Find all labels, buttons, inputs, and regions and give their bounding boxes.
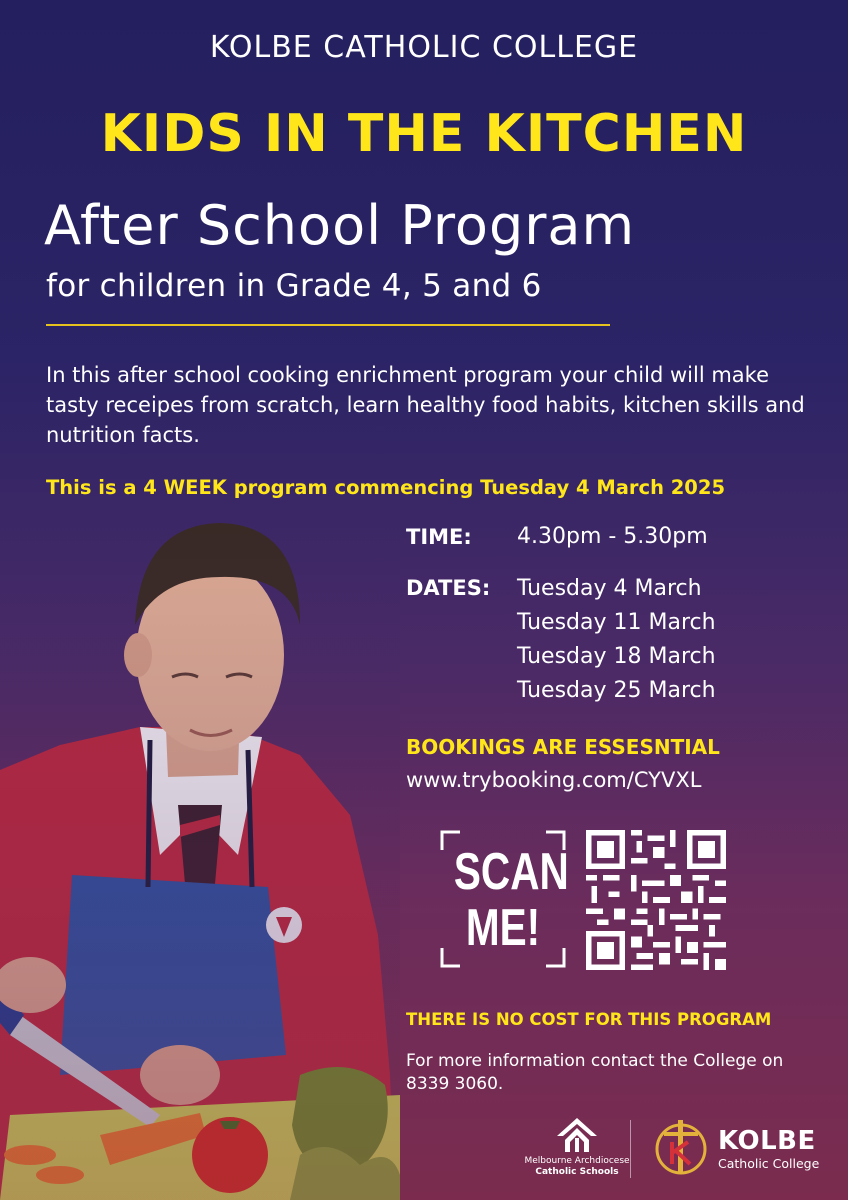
bookings-heading: BOOKINGS ARE ESSESNTIAL [406, 735, 720, 759]
booking-url-link[interactable]: www.trybooking.com/CYVXL [406, 768, 702, 792]
divider-line [46, 324, 610, 326]
kolbe-logo-subtitle: Catholic College [718, 1156, 820, 1171]
archdiocese-line2: Catholic Schools [535, 1167, 619, 1177]
program-subtitle: After School Program [44, 194, 636, 257]
melbourne-archdiocese-logo [524, 1118, 630, 1178]
intro-paragraph: In this after school cooking enrichment program your child will make tasty receipes from scratch, learn healthy food habits, kitchen skills and nutrition facts. [46, 363, 805, 447]
no-cost-notice: THERE IS NO COST FOR THIS PROGRAM [406, 1010, 772, 1029]
college-name: KOLBE CATHOLIC COLLEGE [209, 30, 639, 65]
scan-me-box [440, 830, 569, 968]
audience-text: for children in Grade 4, 5 and 6 [46, 268, 542, 304]
student-cooking-photo [0, 515, 400, 1200]
commencing-text: This is a 4 WEEK program commencing Tuesday 4 March 2025 [46, 476, 726, 499]
footer-divider [630, 1120, 631, 1178]
date-item: Tuesday 4 March [517, 576, 702, 601]
scan-me-text: SCAN ME! [453, 843, 569, 957]
contact-info: For more information contact the College on 8339 3060. [406, 1051, 784, 1094]
archdiocese-emblem-icon [557, 1118, 597, 1152]
kolbe-crest-icon [654, 1118, 708, 1176]
program-title: KIDS IN THE KITCHEN [100, 104, 748, 164]
date-item: Tuesday 18 March [517, 644, 716, 669]
date-item: Tuesday 25 March [517, 678, 716, 703]
dates-label: DATES: [406, 576, 491, 600]
kolbe-logo-name: KOLBE [718, 1126, 816, 1156]
dates-list [517, 574, 716, 710]
date-item: Tuesday 11 March [517, 610, 716, 635]
time-label: TIME: [406, 525, 472, 549]
archdiocese-line1: Melbourne Archdiocese [524, 1156, 630, 1166]
qr-code[interactable] [586, 830, 726, 970]
time-value: 4.30pm - 5.30pm [517, 524, 708, 549]
